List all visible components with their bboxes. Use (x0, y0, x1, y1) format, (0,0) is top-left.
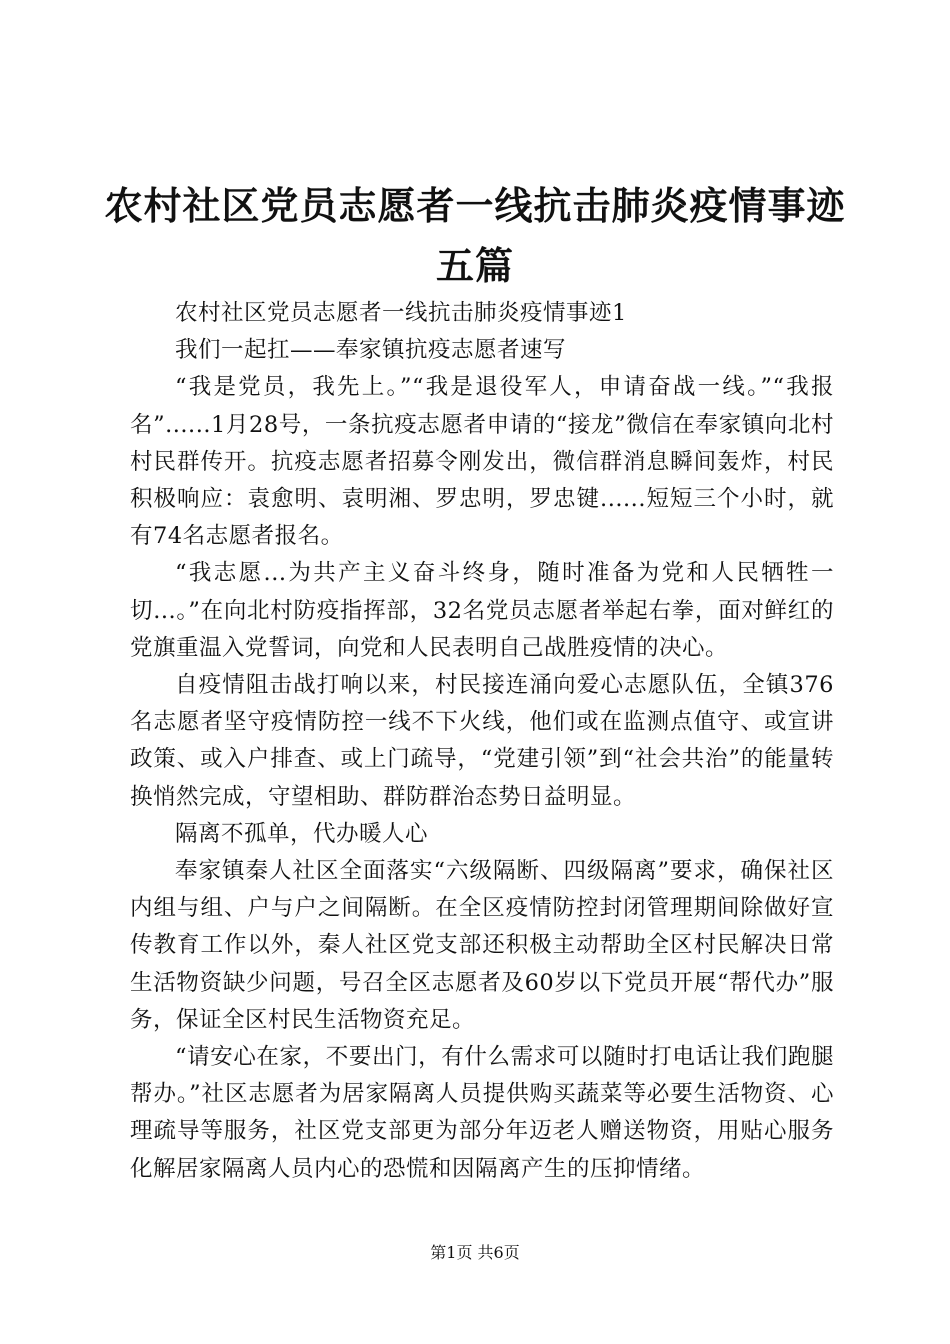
document-title: 农村社区党员志愿者一线抗击肺炎疫情事迹五篇 (104, 184, 846, 288)
paragraph: 自疫情阻击战打响以来，村民接连涌向爱心志愿队伍，全镇376名志愿者坚守疫情防控一线不下火线，他们或在监测点值守、或宣讲政策、或入户排查、或上门疏导，“党建引领”到“社会共治”的能量转换悄然完成，守望相助、群防群治态势日益明显。 (130, 672, 834, 810)
paragraph: “我志愿...为共产主义奋斗终身，随时准备为党和人民牺牲一切...。”在向北村防疫指挥部，32名党员志愿者举起右拳，面对鲜红的党旗重温入党誓词，向党和人民表明自己战胜疫情的决心。 (130, 560, 834, 661)
paragraph: “请安心在家，不要出门，有什么需求可以随时打电话让我们跑腿帮办。”社区志愿者为居家隔离人员提供购买蔬菜等必要生活物资、心理疏导等服务，社区党支部更为部分年迈老人赠送物资，用贴心服务化解居家隔离人员内心的恐慌和因隔离产生的压抑情绪。 (130, 1044, 834, 1182)
paragraph-heading: 我们一起扛——奉家镇抗疫志愿者速写 (175, 337, 567, 364)
document-body (130, 295, 834, 1188)
paragraph: 奉家镇秦人社区全面落实“六级隔断、四级隔离”要求，确保社区内组与组、户与户之间隔断。在全区疫情防控封闭管理期间除做好宣传教育工作以外，秦人社区党支部还积极主动帮助全区村民解决日常生活物资缺少问题，号召全区志愿者及60岁以下党员开展“帮代办”服务，保证全区村民生活物资充足。 (130, 858, 834, 1033)
paragraph-heading: 隔离不孤单，代办暖人心 (175, 820, 429, 847)
paragraph-subtitle: 农村社区党员志愿者一线抗击肺炎疫情事迹1 (175, 300, 627, 326)
paragraph: “我是党员，我先上。”“我是退役军人，申请奋战一线。”“我报名”......1月28号，一条抗疫志愿者申请的“接龙”微信在奉家镇向北村村民群传开。抗疫志愿者招募令刚发出，微信群消息瞬间轰炸，村民积极响应：袁愈明、袁明湘、罗忠明，罗忠键......短短三个小时，就有74名志愿者报名。 (130, 374, 834, 550)
page-footer: 第1页 共6页 (430, 1243, 520, 1262)
